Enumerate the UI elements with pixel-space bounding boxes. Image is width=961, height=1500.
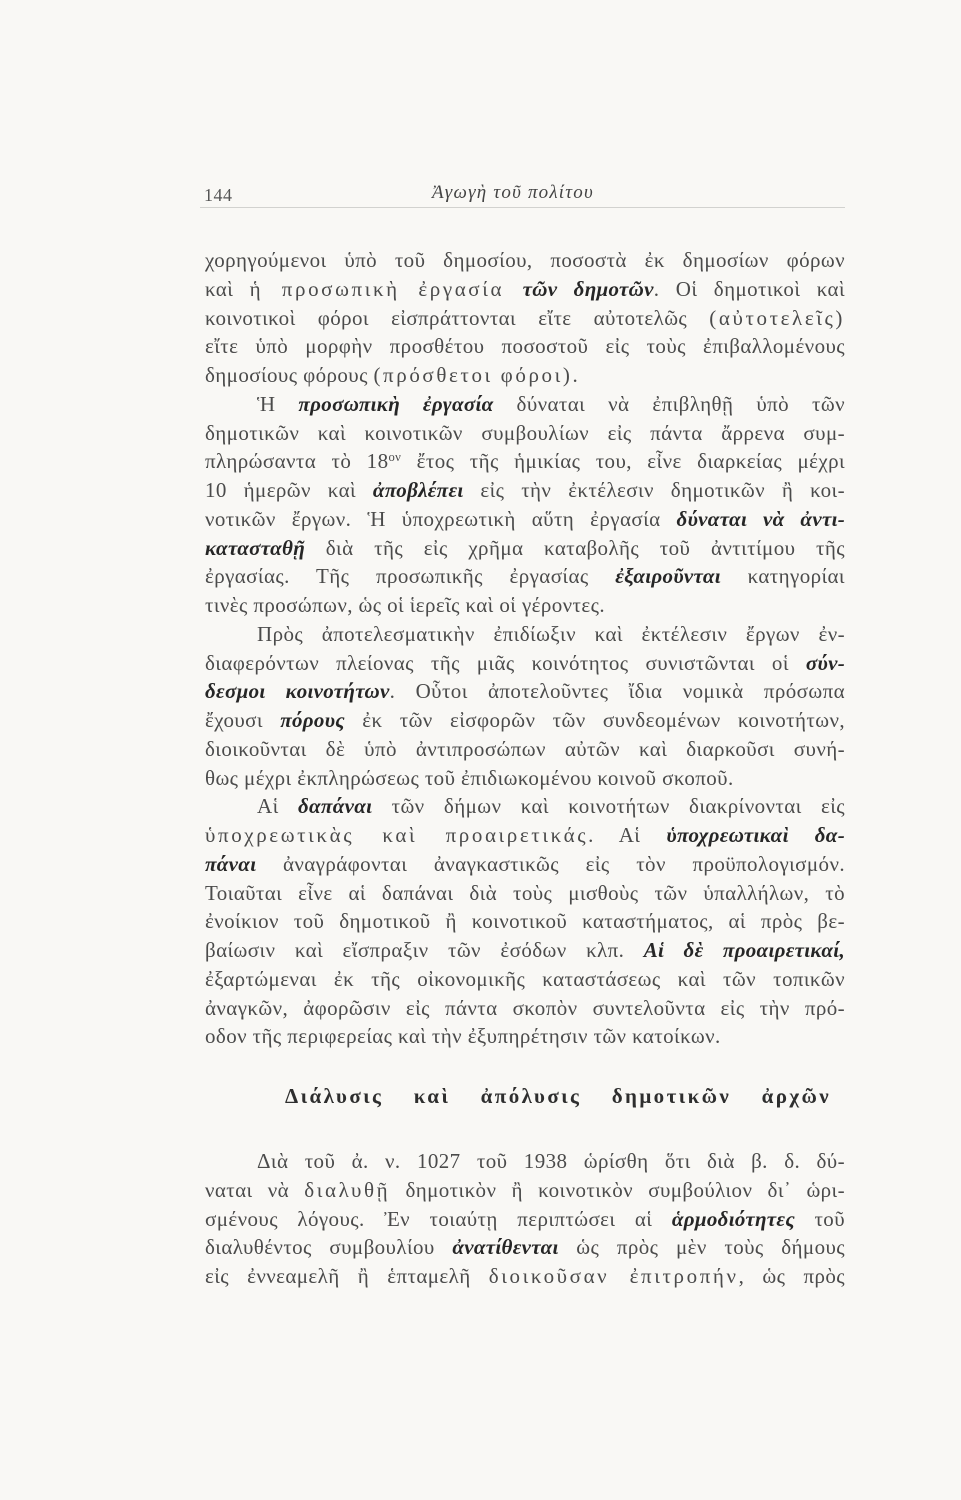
spaced-emphasis-text: (πρόσθετοι φόροι) <box>373 363 573 387</box>
text-segment: τῶν δήμων καὶ κοινοτήτων διακρίνονται εἰς <box>372 794 845 819</box>
text-segment: βαίωσιν καὶ εἴσπραξιν τῶν ἐσόδων κλπ. <box>205 938 644 962</box>
text-segment: διαφερόντων πλείονας τῆς μιᾶς κοινότητος συνιστῶνται οἱ <box>205 650 806 675</box>
text-segment: τοῦ <box>795 1206 846 1231</box>
text-line <box>205 591 845 620</box>
text-line <box>205 332 845 361</box>
running-title: Ἀγωγὴ τοῦ πολίτου <box>432 182 594 203</box>
text-segment: , ὡς πρὸς <box>738 1264 845 1288</box>
emphasis-text: τῶν δημοτῶν <box>522 276 654 301</box>
text-segment: Αἱ <box>257 794 298 819</box>
text-segment: οδον τῆς περιφερείας καὶ τὴν ἐξυπηρέτησιν τῶν κατοίκων. <box>205 1024 721 1049</box>
spaced-emphasis-text: διαλυθῇ <box>304 1177 391 1202</box>
text-segment: καὶ <box>205 276 250 301</box>
emphasis-text: πόρους <box>280 708 345 732</box>
text-segment: ὡς πρὸς μὲν τοὺς δήμους <box>558 1235 845 1260</box>
text-segment: ἔχουσι <box>205 708 281 732</box>
emphasis-text: κατασταθῇ <box>205 535 306 560</box>
header-rule <box>200 207 845 208</box>
emphasis-text: δύναται νὰ ἀντι- <box>676 506 846 531</box>
text-line <box>205 447 845 476</box>
text-segment: σμένους λόγους. Ἐν τοιαύτῃ περιπτώσει αἱ <box>205 1206 672 1231</box>
text-segment: διὰ τῆς εἰς χρῆμα καταβολῆς τοῦ ἀντιτίμου τῆς <box>305 535 845 560</box>
ordinal-suffix: ον <box>388 450 402 465</box>
emphasis-text: ἁρμοδιότητες <box>671 1206 795 1231</box>
text-segment: . Αἱ <box>588 823 667 847</box>
emphasis-text: Αἱ δὲ προαιρετικαί, <box>643 938 845 962</box>
text-segment: . Οὗτοι ἀποτελοῦντες ἴδια νομικὰ πρόσωπα <box>389 679 845 704</box>
section-body-text <box>205 1147 845 1291</box>
text-line <box>205 792 845 821</box>
text-line <box>205 505 845 534</box>
text-line <box>205 1205 845 1234</box>
text-line <box>205 620 845 649</box>
text-segment: εἴτε ὑπὸ μορφὴν προσθέτου ποσοστοῦ εἰς τοὺς ἐπιβαλλομένους <box>205 334 845 359</box>
section-heading: Διάλυσις καὶ ἀπόλυσις δημοτικῶν ἀρχῶν <box>285 1084 831 1108</box>
emphasis-text: προσωπικὴ ἐργασία <box>298 391 494 416</box>
spaced-emphasis-text: διοικοῦσαν ἐπιτροπήν <box>488 1264 739 1288</box>
text-line <box>205 534 845 563</box>
text-segment: ἔτος τῆς ἡμικίας του, εἶνε διαρκείας μέχρι <box>401 449 845 474</box>
spaced-emphasis-text: ὑποχρεωτικὰς καὶ προαιρετικάς <box>205 823 589 847</box>
page-number: 144 <box>204 185 233 205</box>
text-segment: θως μέχρι ἐκπληρώσεως τοῦ ἐπιδιωκομένου κοινοῦ σκοποῦ. <box>205 765 734 790</box>
text-segment: δημοσίους φόρους <box>205 363 374 387</box>
text-line <box>205 246 845 275</box>
text-segment: Διὰ τοῦ ἀ. ν. 1027 τοῦ 1938 ὡρίσθη ὅτι διὰ β. δ. δύ- <box>257 1149 845 1173</box>
text-line <box>205 879 845 908</box>
text-segment: ἀναγράφονται ἀναγκαστικῶς εἰς τὸν προϋπολογισμόν. <box>256 851 845 876</box>
text-line <box>205 562 845 591</box>
text-line <box>205 965 845 994</box>
spaced-emphasis-text: ἡ προσωπικὴ ἐργασία <box>249 276 523 301</box>
emphasis-text: πάναι <box>205 851 257 876</box>
text-line <box>205 764 845 793</box>
text-line <box>205 304 845 333</box>
text-segment: διαλυθέντος συμβουλίου <box>205 1235 453 1260</box>
emphasis-text: ἐξαιροῦνται <box>615 564 721 589</box>
text-line <box>205 1022 845 1051</box>
text-line <box>205 850 845 879</box>
text-line <box>205 677 845 706</box>
text-segment: πληρώσαντα τὸ 18 <box>205 449 389 474</box>
emphasis-text: ἀνατίθενται <box>452 1235 559 1260</box>
text-line <box>205 1233 845 1262</box>
text-line <box>205 390 845 419</box>
text-segment: Τοιαῦται εἶνε αἱ δαπάναι διὰ τοὺς μισθοὺς τῶν ὑπαλλήλων, τὸ <box>205 880 845 905</box>
text-line <box>205 706 845 735</box>
text-line <box>205 476 845 505</box>
text-segment: . <box>572 363 579 387</box>
text-segment: κοινοτικοὶ φόροι εἰσπράττονται εἴτε αὐτοτελῶς <box>205 305 710 330</box>
text-line <box>205 361 845 390</box>
text-segment: εἰς ἐννεαμελῆ ἢ ἑπταμελῆ <box>205 1264 489 1288</box>
emphasis-text: σύν- <box>805 650 845 675</box>
text-line <box>205 275 845 304</box>
text-segment: 10 ἡμερῶν καὶ <box>205 478 373 502</box>
text-segment: εἰς τὴν ἐκτέλεσιν δημοτικῶν ἢ κοι- <box>463 478 845 502</box>
text-line <box>205 994 845 1023</box>
emphasis-text: δαπάναι <box>297 794 373 819</box>
text-segment: δημοτικὸν ἢ κοινοτικὸν συμβούλιον δι᾿ ὡρι- <box>390 1177 846 1202</box>
emphasis-text: ἀποβλέπει <box>372 478 464 502</box>
body-text <box>205 246 845 1051</box>
text-segment: νοτικῶν ἔργων. Ἡ ὑποχρεωτικὴ αὕτη ἐργασία <box>205 506 677 531</box>
text-segment: κατηγορίαι <box>720 564 845 589</box>
text-segment: δύναται νὰ ἐπιβληθῇ ὑπὸ τῶν <box>493 391 845 416</box>
text-line <box>205 821 845 850</box>
text-segment: . Οἱ δημοτικοὶ καὶ <box>653 276 846 301</box>
text-segment: ἀναγκῶν, ἀφορῶσιν εἰς πάντα σκοπὸν συντελοῦντα εἰς τὴν πρό- <box>205 995 845 1020</box>
spaced-emphasis-text: (αὐτοτελεῖς) <box>709 305 845 330</box>
emphasis-text: ὑποχρεωτικαὶ δα- <box>666 823 845 847</box>
text-line <box>205 1262 845 1291</box>
emphasis-text: δεσμοι κοινοτήτων <box>205 679 390 704</box>
text-segment: Πρὸς ἀποτελεσματικὴν ἐπιδίωξιν καὶ ἐκτέλεσιν ἔργων ἐν- <box>257 621 845 646</box>
text-line <box>205 936 845 965</box>
text-segment: Ἡ <box>257 391 299 416</box>
text-segment: ἐξαρτώμεναι ἐκ τῆς οἰκονομικῆς καταστάσεως καὶ τῶν τοπικῶν <box>205 966 845 991</box>
text-segment: διοικοῦνται δὲ ὑπὸ ἀντιπροσώπων αὐτῶν καὶ διαρκοῦσι συνή- <box>205 736 845 761</box>
text-line <box>205 649 845 678</box>
text-segment: χορηγούμενοι ὑπὸ τοῦ δημοσίου, ποσοστὰ ἐκ δημοσίων φόρων <box>205 248 845 272</box>
text-line <box>205 907 845 936</box>
text-segment: ἐνοίκιον τοῦ δημοτικοῦ ἢ κοινοτικοῦ καταστήματος, αἱ πρὸς βε- <box>205 909 845 934</box>
text-line <box>205 735 845 764</box>
text-segment: ἐκ τῶν εἰσφορῶν τῶν συνδεομένων κοινοτήτων, <box>344 708 845 732</box>
text-segment: ἐργασίας. Τῆς προσωπικῆς ἐργασίας <box>205 564 616 589</box>
text-segment: τινὲς προσώπων, ὡς οἱ ἱερεῖς καὶ οἱ γέροντες. <box>205 593 605 617</box>
text-line <box>205 1176 845 1205</box>
text-segment: δημοτικῶν καὶ κοινοτικῶν συμβουλίων εἰς πάντα ἄρρενα συμ- <box>205 420 845 445</box>
text-line <box>205 1147 845 1176</box>
text-segment: ναται νὰ <box>205 1177 305 1202</box>
text-line <box>205 419 845 448</box>
